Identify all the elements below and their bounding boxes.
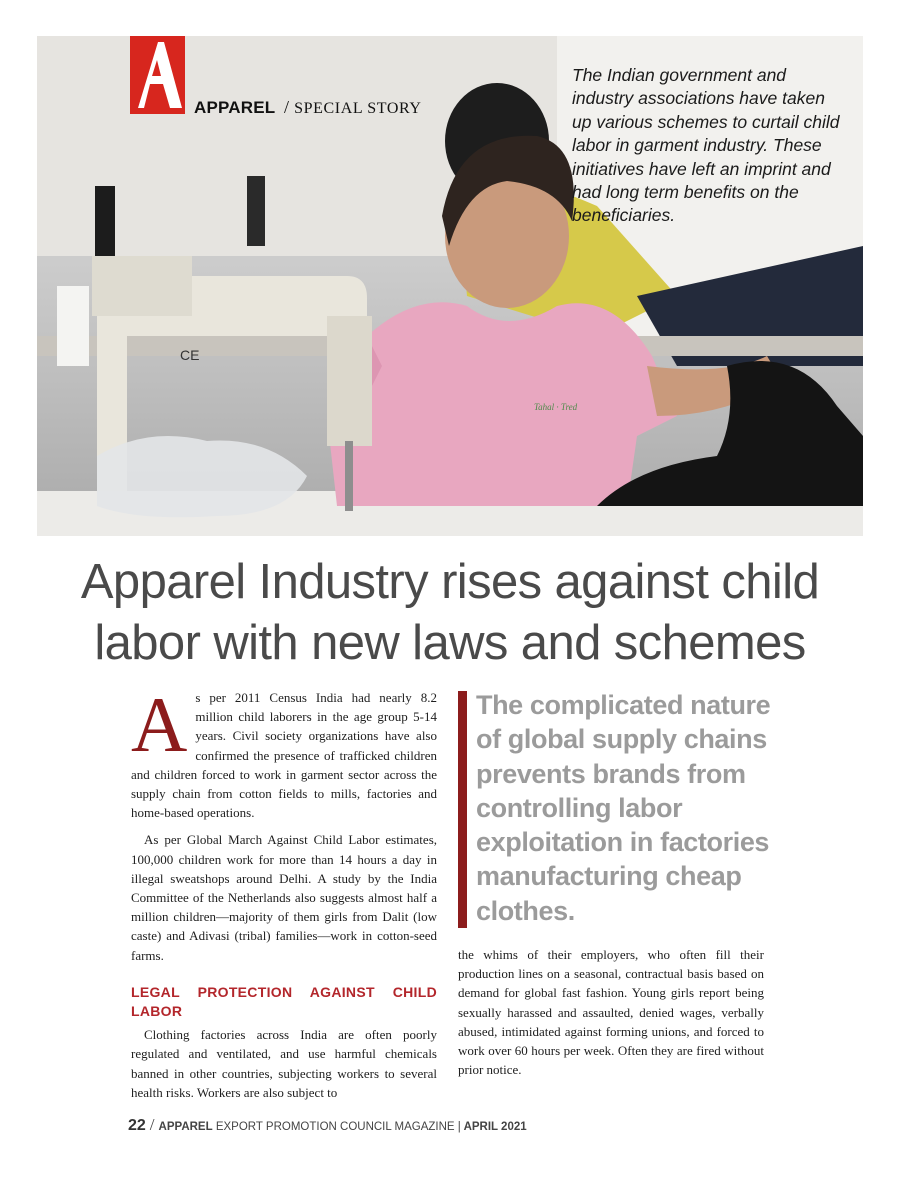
logo-a-icon xyxy=(130,36,185,114)
footer-date: APRIL 2021 xyxy=(460,1121,527,1133)
section-name: APPAREL xyxy=(194,98,276,117)
paragraph-3: Clothing factories across India are often poorly regulated and ventilated, and use harmful chemicals banned in other countries, subjecting workers to several health risks. Workers are also subject to xyxy=(131,1027,437,1100)
section-label xyxy=(194,97,422,118)
subsection-name: SPECIAL STORY xyxy=(294,100,422,117)
pull-quote-bar xyxy=(458,691,467,928)
footer-magazine: EXPORT PROMOTION COUNCIL MAGAZINE xyxy=(212,1121,458,1133)
section-subhead: LEGAL PROTECTION AGAINST CHILD LABOR xyxy=(131,983,437,1020)
footer-divider: | xyxy=(457,1121,461,1133)
article-column-right xyxy=(458,945,764,1087)
footer-slash: / xyxy=(149,1115,155,1134)
shirt-embroidery: Tahal · Tred xyxy=(534,402,578,412)
ce-mark: CE xyxy=(180,347,200,363)
magazine-logo xyxy=(130,36,185,114)
pull-quote xyxy=(458,690,771,928)
paragraph-1: s per 2011 Census India had nearly 8.2 million child laborers in the age group 5-14 years. Civil society organizations have also confirmed the presence of trafficked children and children forced to work in garment sector across the supply chain from cotton fields to mills, factories and home-based operations. xyxy=(131,690,437,821)
pull-quote-text: The complicated nature of global supply chains prevents brands from controlling labor exploitation in factories manufacturing cheap clothes. xyxy=(476,690,771,926)
drop-cap: A xyxy=(131,681,188,768)
section-separator: / xyxy=(284,97,290,117)
paragraph-2: As per Global March Against Child Labor estimates, 100,000 children work for more than 14 hours a day in illegal sweatshops around Delhi. A study by the India Committee of the Netherlands also suggests almost half a million children—majority of them girls from Dalit (low caste) and Adivasi (tribal) families—work in cotton-seed farms. xyxy=(131,832,437,963)
article-column-left xyxy=(131,681,437,1110)
page-number: 22 xyxy=(128,1117,146,1134)
page-footer xyxy=(128,1115,527,1135)
footer-brand: APPAREL xyxy=(158,1121,213,1133)
paragraph-4: the whims of their employers, who often fill their production lines on a seasonal, contractual basis based on demand for global fast fashion. Young girls report being sexually harassed and assaulted, denied wages, verbally abused, intimidated against forming unions, and forced to work over 60 hours per week. Often they are fired without prior notice. xyxy=(458,947,764,1078)
article-headline: Apparel Industry rises against child labor with new laws and schemes xyxy=(80,555,820,670)
paragraph-intro xyxy=(131,681,437,822)
hero-caption: The Indian government and industry associations have taken up various schemes to curtail child labor in garment industry. These initiatives have left an imprint and had long term benefits on the beneficiaries. xyxy=(572,65,840,226)
